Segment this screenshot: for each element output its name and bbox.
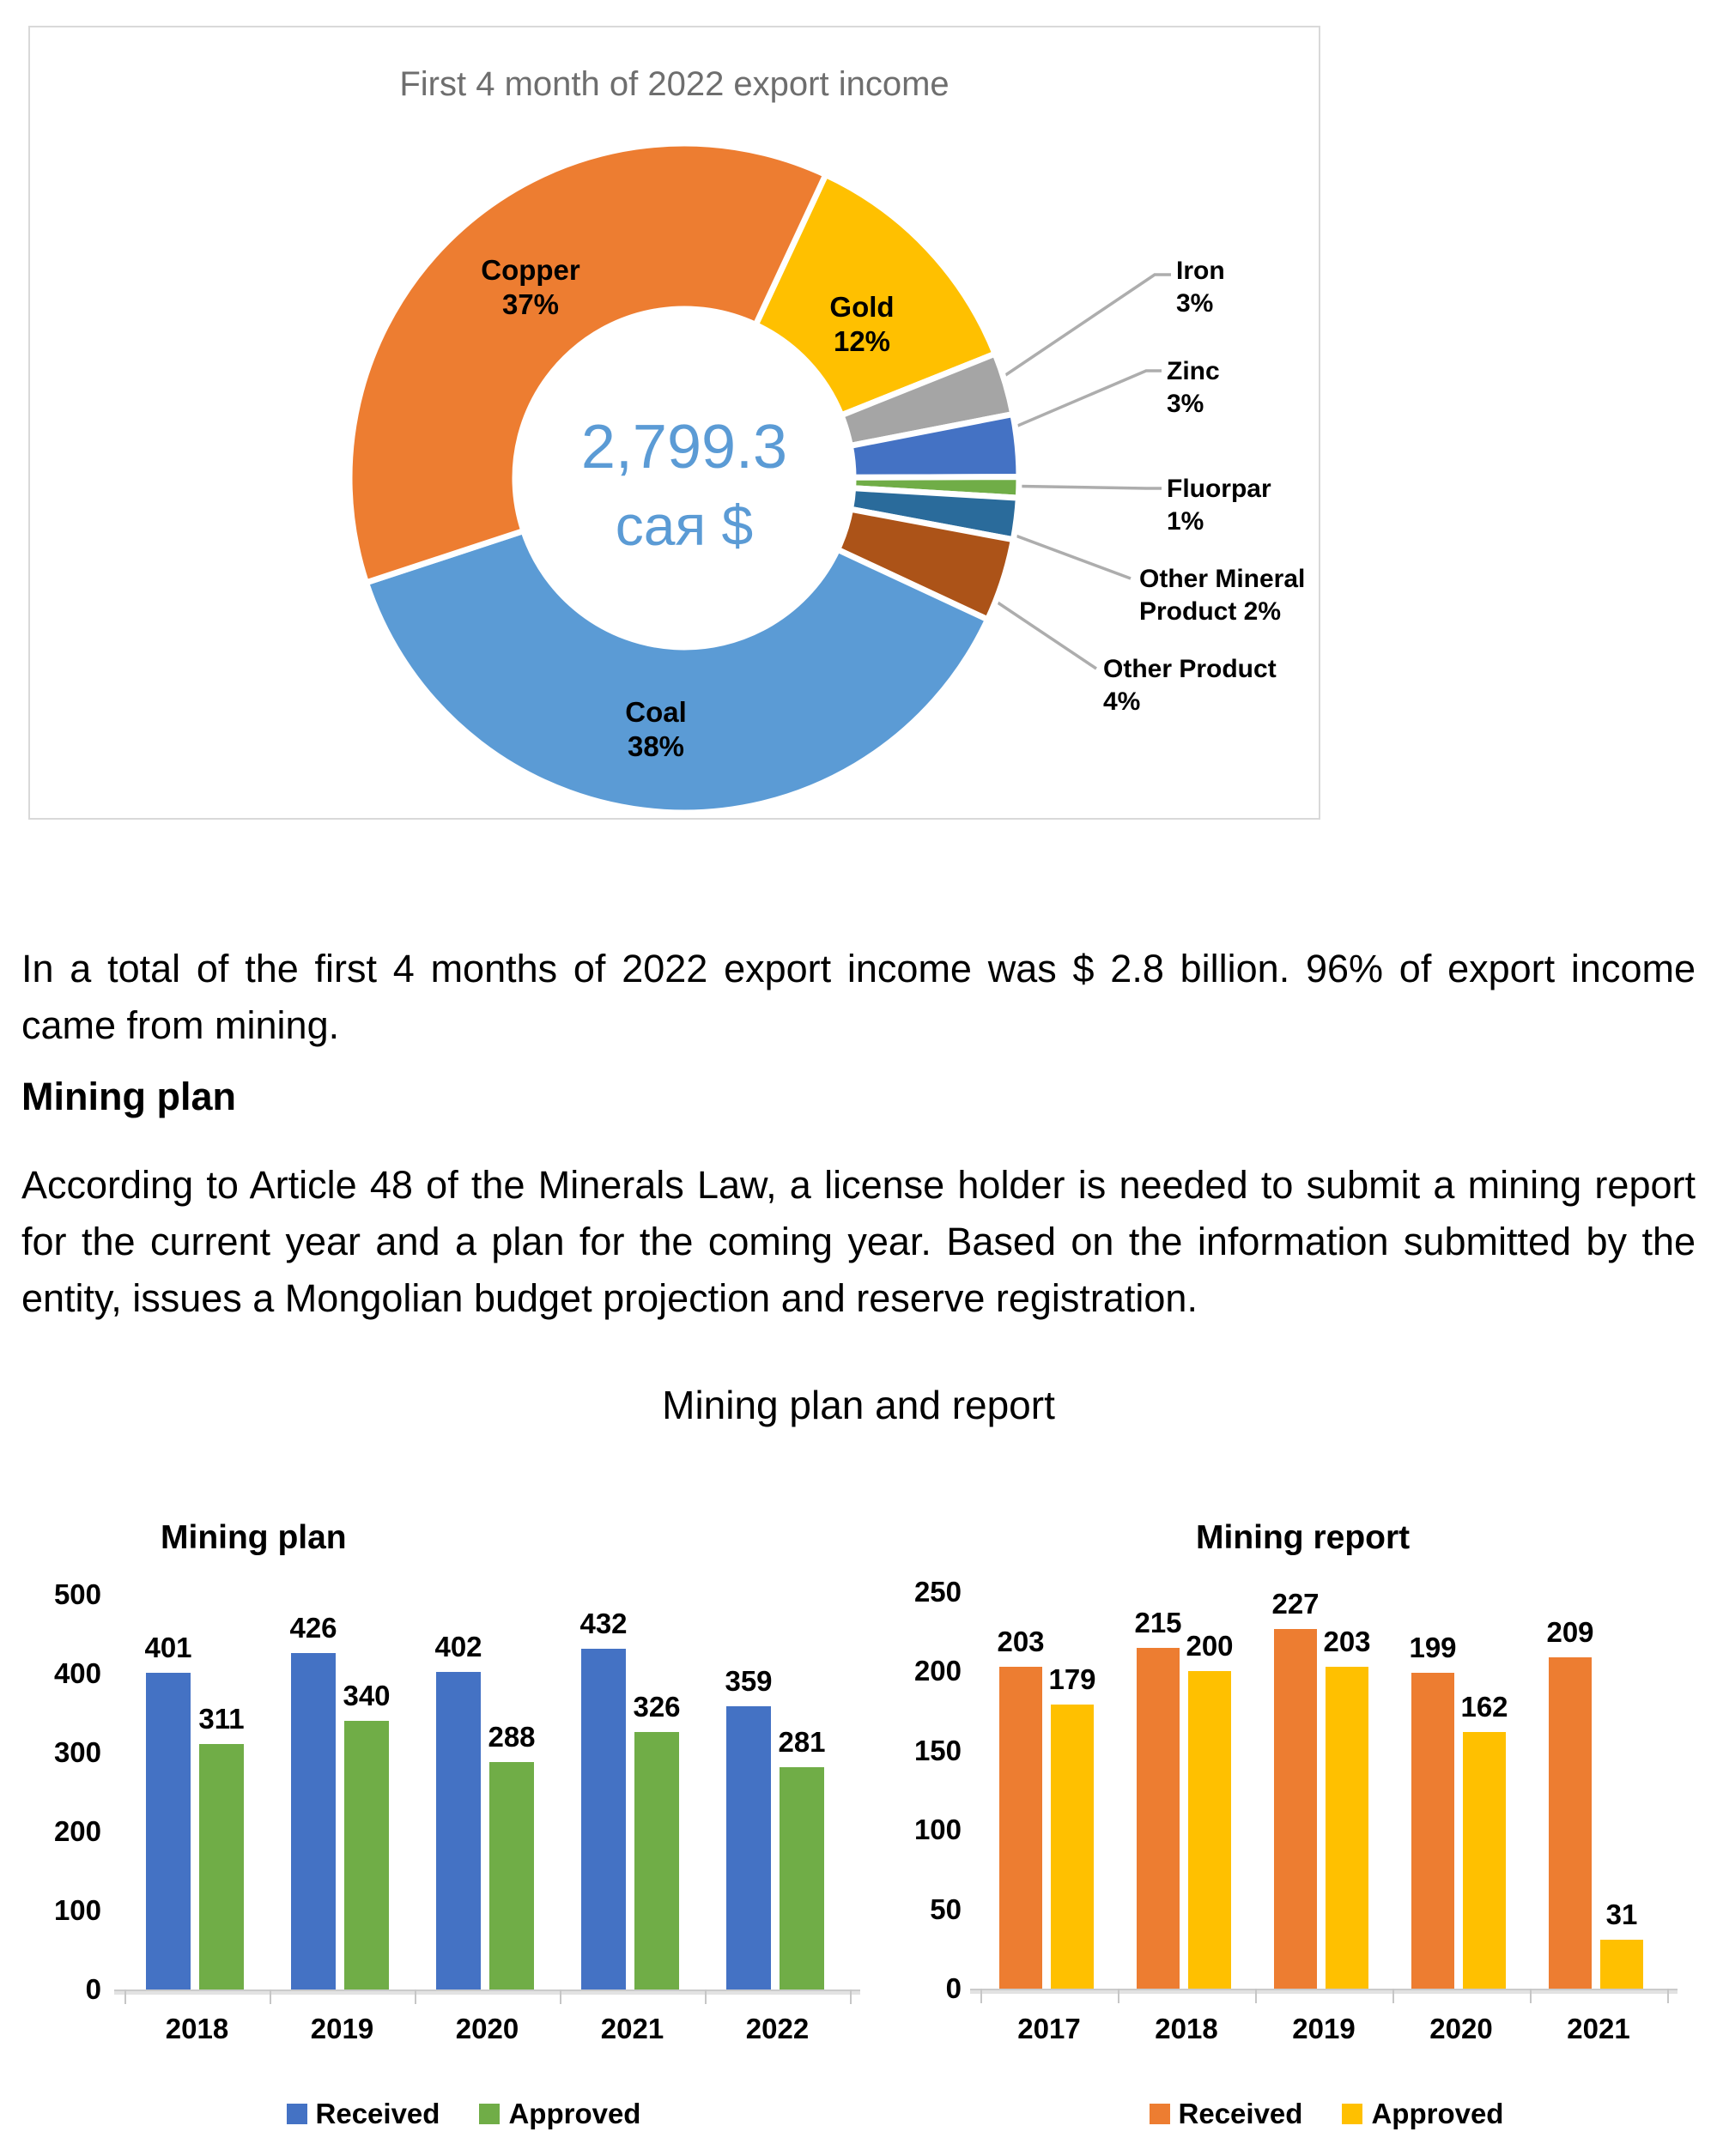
bar-mining-report-approved-2019 [1326, 1667, 1368, 1989]
x-axis-tick-mining-plan-4 [705, 1989, 707, 2004]
bar-value-mining-plan-received-2022: 359 [725, 1665, 773, 1697]
donut-slice-coal [367, 531, 988, 813]
legend-item-mining-report-received [1150, 2098, 1303, 2130]
ytick-mining-report-250: 250 [913, 1576, 962, 1608]
category-label-mining-plan-2021: 2021 [600, 2013, 664, 2044]
category-label-mining-plan-2022: 2022 [745, 2013, 810, 2044]
x-axis-tick-mining-report-2 [1255, 1989, 1257, 2003]
ytick-mining-plan-200: 200 [53, 1815, 101, 1847]
donut-center-value: 2,799.3 [580, 413, 788, 481]
bar-mining-plan-received-2020 [436, 1672, 481, 1989]
x-axis-mining-plan [114, 1989, 860, 1995]
category-label-mining-report-2018: 2018 [1155, 2013, 1218, 2044]
legend-label-mining-report-approved: Approved [1371, 2098, 1504, 2129]
bar-value-mining-report-received-2020: 199 [1409, 1632, 1457, 1663]
bar-mining-plan-approved-2021 [634, 1732, 679, 1989]
section-title: Mining plan and report [662, 1383, 1055, 1427]
legend-mining-report [983, 2098, 1670, 2130]
donut-callout-iron: Iron 3% [1176, 257, 1225, 318]
category-label-mining-report-2021: 2021 [1567, 2013, 1630, 2044]
donut-callout-other-product: Other Product 4% [1103, 655, 1277, 716]
ytick-mining-report-50: 50 [930, 1893, 962, 1925]
donut-chart-title: First 4 month of 2022 export income [399, 65, 950, 103]
bar-value-mining-report-received-2019: 227 [1271, 1588, 1320, 1620]
donut-label-coal: Coal 38% [625, 696, 687, 762]
category-label-mining-plan-2019: 2019 [310, 2013, 374, 2044]
donut-label-copper: Copper 37% [481, 254, 580, 320]
mining-plan-paragraph: According to Article 48 of the Minerals Law, a license holder is needed to submit a mining report for the current year and a plan for the coming year. Based on the information submitted by the entity, issues a Mongolian budget projection and reserve registration. [21, 1163, 1696, 1320]
mining-report-chart-title: Mining report [1196, 1519, 1411, 1556]
bar-mining-report-approved-2017 [1051, 1705, 1094, 1989]
x-axis-tick-mining-report-4 [1530, 1989, 1532, 2003]
donut-center-text [513, 414, 856, 560]
bar-value-mining-plan-received-2020: 402 [434, 1631, 482, 1662]
bar-value-mining-plan-received-2019: 426 [289, 1612, 337, 1644]
legend-label-mining-plan-approved: Approved [508, 2098, 641, 2129]
ytick-mining-plan-400: 400 [53, 1657, 101, 1689]
x-axis-tick-mining-plan-1 [270, 1989, 271, 2004]
ytick-mining-plan-500: 500 [53, 1578, 101, 1610]
legend-swatch-mining-plan-received [287, 2104, 307, 2124]
legend-mining-plan [120, 2098, 807, 2130]
bar-mining-report-approved-2020 [1463, 1732, 1506, 1989]
donut-callout-zinc: Zinc 3% [1167, 357, 1220, 418]
x-axis-tick-mining-report-1 [1118, 1989, 1119, 2003]
legend-swatch-mining-report-approved [1342, 2104, 1362, 2124]
bar-mining-report-received-2018 [1137, 1648, 1180, 1989]
x-axis-tick-mining-plan-3 [560, 1989, 561, 2004]
ytick-mining-plan-300: 300 [53, 1736, 101, 1768]
export-income-chart-panel [28, 26, 1320, 820]
legend-item-mining-plan-approved [479, 2098, 640, 2130]
bar-value-mining-plan-approved-2021: 326 [633, 1691, 681, 1723]
category-label-mining-plan-2018: 2018 [165, 2013, 229, 2044]
bar-mining-report-received-2021 [1549, 1657, 1592, 1989]
bar-mining-plan-approved-2022 [780, 1767, 824, 1989]
bar-value-mining-plan-approved-2020: 288 [488, 1721, 536, 1753]
bar-value-mining-report-approved-2017: 179 [1048, 1663, 1096, 1695]
bar-value-mining-report-received-2021: 209 [1546, 1616, 1594, 1648]
ytick-mining-plan-100: 100 [53, 1894, 101, 1926]
x-axis-tick-mining-plan-5 [850, 1989, 852, 2004]
bar-value-mining-report-approved-2018: 200 [1186, 1630, 1234, 1662]
x-axis-mining-report [970, 1989, 1678, 1994]
legend-swatch-mining-report-received [1150, 2104, 1170, 2124]
x-axis-tick-mining-plan-0 [124, 1989, 126, 2004]
bar-value-mining-plan-approved-2022: 281 [778, 1726, 826, 1758]
legend-swatch-mining-plan-approved [479, 2104, 500, 2124]
mining-plan-chart-title: Mining plan [161, 1519, 347, 1556]
bar-value-mining-report-approved-2020: 162 [1460, 1691, 1508, 1723]
bar-mining-report-approved-2018 [1188, 1671, 1231, 1989]
bar-value-mining-report-approved-2021: 31 [1605, 1899, 1638, 1930]
legend-label-mining-report-received: Received [1178, 2098, 1303, 2129]
donut-callout-other-mineral-product: Other Mineral Product 2% [1139, 565, 1306, 626]
bar-mining-report-received-2019 [1274, 1629, 1317, 1989]
bar-value-mining-plan-approved-2019: 340 [343, 1680, 391, 1711]
ytick-mining-report-100: 100 [913, 1814, 962, 1846]
x-axis-tick-mining-report-0 [980, 1989, 982, 2003]
bar-mining-report-approved-2021 [1600, 1940, 1643, 1989]
bar-value-mining-report-approved-2019: 203 [1323, 1626, 1371, 1657]
category-label-mining-report-2017: 2017 [1017, 2013, 1081, 2044]
category-label-mining-report-2020: 2020 [1429, 2013, 1493, 2044]
legend-item-mining-plan-received [287, 2098, 440, 2130]
donut-label-gold: Gold 12% [829, 291, 895, 357]
bar-mining-plan-approved-2018 [199, 1744, 244, 1989]
x-axis-tick-mining-plan-2 [415, 1989, 416, 2004]
x-axis-tick-mining-report-3 [1392, 1989, 1394, 2003]
ytick-mining-report-200: 200 [913, 1655, 962, 1687]
bar-value-mining-plan-approved-2018: 311 [198, 1703, 245, 1735]
x-axis-tick-mining-report-5 [1667, 1989, 1669, 2003]
bar-value-mining-report-received-2017: 203 [997, 1626, 1045, 1657]
mining-plan-heading: Mining plan [21, 1075, 236, 1118]
ytick-mining-report-150: 150 [913, 1734, 962, 1766]
bar-value-mining-report-received-2018: 215 [1134, 1607, 1182, 1638]
bar-mining-report-received-2017 [999, 1667, 1042, 1989]
donut-callout-fluorpar: Fluorpar 1% [1167, 475, 1271, 536]
donut-center-unit: сая $ [615, 494, 754, 557]
bar-mining-plan-approved-2020 [489, 1762, 534, 1989]
ytick-mining-report-0: 0 [945, 1972, 962, 2004]
bar-value-mining-plan-received-2018: 401 [144, 1632, 192, 1663]
legend-label-mining-plan-received: Received [315, 2098, 440, 2129]
bar-mining-plan-approved-2019 [344, 1721, 389, 1989]
category-label-mining-plan-2020: 2020 [455, 2013, 519, 2044]
ytick-mining-plan-0: 0 [85, 1973, 101, 2005]
legend-item-mining-report-approved [1342, 2098, 1503, 2130]
bar-value-mining-plan-received-2021: 432 [579, 1608, 628, 1639]
intro-paragraph: In a total of the first 4 months of 2022 export income was $ 2.8 billion. 96% of export income came from mining. [21, 947, 1696, 1047]
category-label-mining-report-2019: 2019 [1292, 2013, 1356, 2044]
